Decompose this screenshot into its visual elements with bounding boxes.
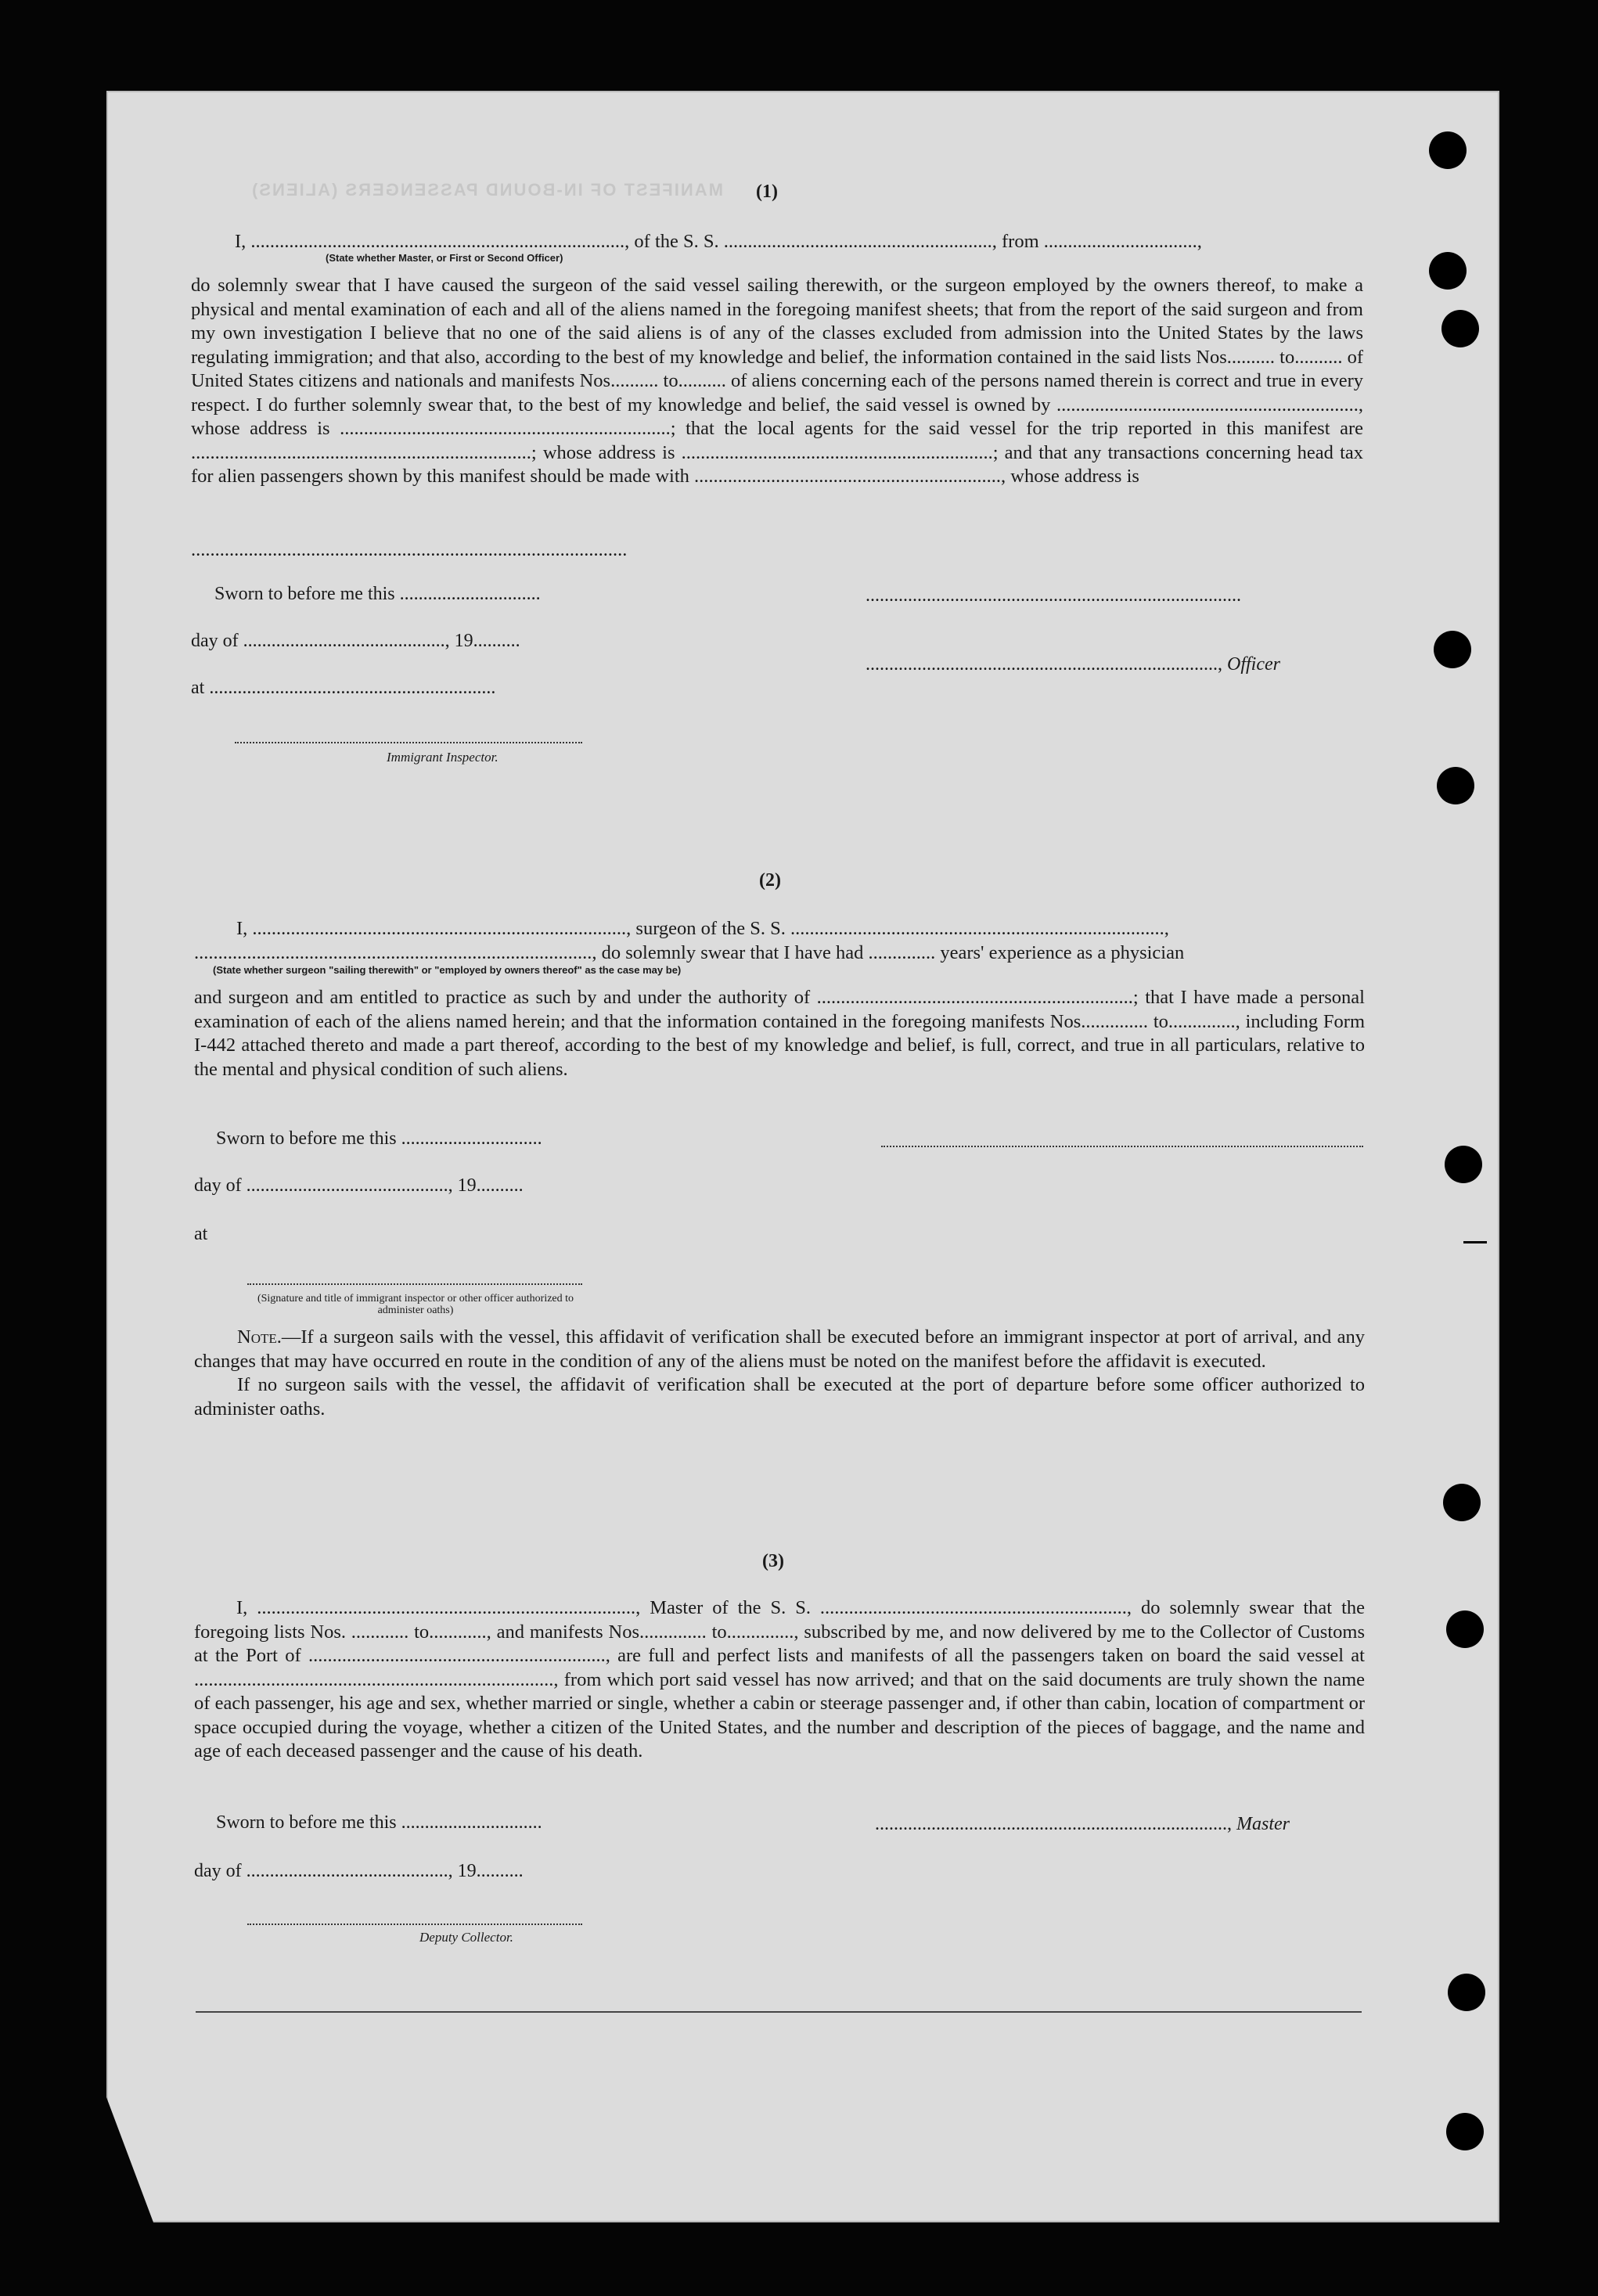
- note-label: Note.: [237, 1326, 282, 1348]
- section-1-first-line: I, .............................................................................., of the S. S. ........................................................, from ................................,: [235, 231, 1202, 252]
- punch-hole: [1429, 131, 1467, 169]
- punch-hole: [1434, 631, 1471, 668]
- section-2-signature-caption: (Signature and title of immigrant inspector or other officer authorized to administer oaths): [257, 1293, 574, 1316]
- section-1-trailing-line: ...........................................................................................: [191, 539, 628, 560]
- bleed-through-header: MANIFEST OF IN-BOUND PASSENGERS (ALIENS): [250, 180, 723, 200]
- bottom-rule: [196, 2011, 1362, 2013]
- section-2-sworn: Sworn to before me this ..............................: [216, 1128, 542, 1149]
- section-3-body: I, ..............................................................................., Master of the S. S. ................................................................, do solemnly swear that the foregoing lists Nos. ............ to............, and manifests Nos.............. to.............., subscribed by me, and now delivered by me to the Collector of Customs at the Port of .............................................................., are full and perfect lists and manifests of all the passengers taken on board the said vessel at ..........................................................................., from which port said vessel has now arrived; and that on the said documents are truly shown the name of each passenger, his age and sex, whether married or single, whether a cabin or steerage passenger and, if other than cabin, location of compartment or space occupied during the voyage, whether a citizen of the United States, and the number and description of the pieces of baggage, and the name and age of each deceased passenger and the cause of his death.: [194, 1597, 1365, 1762]
- section-3-master-text: ..........................................................................., Master: [875, 1814, 1290, 1834]
- section-2-first-line: I, .............................................................................., surgeon of the S. S. ..............................................................................,: [236, 918, 1169, 939]
- section-3-number: (3): [762, 1551, 784, 1571]
- punch-hole: [1441, 310, 1479, 347]
- punch-hole: [1446, 2113, 1484, 2150]
- punch-hole: [1448, 1974, 1485, 2011]
- punch-hole: [1443, 1484, 1481, 1521]
- section-1-day-of: day of ..........................................., 19..........: [191, 631, 520, 651]
- section-3-sworn: Sworn to before me this ..............................: [216, 1812, 542, 1833]
- page-corner-fold: [106, 2097, 153, 2222]
- punch-hole: [1429, 252, 1467, 290]
- section-2-officer-signature-line: [881, 1146, 1363, 1147]
- section-3-master-signature: [875, 1814, 1365, 1835]
- section-1-inspector-signature-line: [235, 742, 582, 743]
- section-1-officer-line: ................................................................................: [866, 585, 1241, 606]
- section-2-inspector-signature-line: [247, 1283, 582, 1285]
- edge-mark: [1463, 1241, 1487, 1243]
- section-2-note: [194, 1326, 1365, 1421]
- note-paragraph-1: —If a surgeon sails with the vessel, this affidavit of verification shall be executed before an immigrant inspector at port of arrival, and any changes that may have occurred en route in the condition of any of the aliens must be noted on the manifest before the affidavit is executed.: [194, 1326, 1365, 1372]
- section-3-collector-signature-line: [247, 1924, 582, 1925]
- punch-hole: [1437, 767, 1474, 804]
- section-1-sworn: Sworn to before me this ..............................: [214, 584, 541, 604]
- section-1-at: at .............................................................: [191, 678, 496, 698]
- punch-hole: [1446, 1610, 1484, 1648]
- section-3-collector-caption: Deputy Collector.: [419, 1930, 513, 1945]
- section-1-number: (1): [756, 182, 778, 202]
- section-1-inspector-caption: Immigrant Inspector.: [387, 750, 498, 765]
- section-2-second-line-caption: (State whether surgeon "sailing therewith" or "employed by owners thereof" as the case may be): [213, 964, 682, 976]
- section-1-officer-text: ..........................................................................., Officer: [866, 654, 1280, 675]
- section-2-at: at: [194, 1224, 208, 1244]
- section-1-body: do solemnly swear that I have caused the surgeon of the said vessel sailing therewith, or the surgeon employed by the owners thereof, to make a physical and mental examination of each and all of the aliens named in the foregoing manifest sheets; that from the report of the said surgeon and from my own investigation I believe that no one of the said aliens is of any of the classes excluded from admission into the United States by the laws regulating immigration; and that also, according to the best of my knowledge and belief, the information contained in the said lists Nos.......... to.......... of United States citizens and nationals and manifests Nos.......... to.......... of aliens concerning each of the persons named therein is correct and true in every respect. I do further solemnly swear that, to the best of my knowledge and belief, the said vessel is owned by ..............................................................., whose address is .....................................................................; that the local agents for the said vessel for the trip reported in this manifest are .......................................................................; whose address is .................................................................; and that any transactions concerning head tax for alien passengers shown by this manifest should be made with ................................................................, whose address is: [191, 275, 1363, 487]
- section-1-first-line-caption: (State whether Master, or First or Second Officer): [326, 252, 563, 264]
- section-1-officer-signature: [866, 654, 1363, 675]
- section-3-master-text-title: Master: [1236, 1814, 1290, 1834]
- section-2-day-of: day of ..........................................., 19..........: [194, 1175, 524, 1196]
- note-paragraph-2: If no surgeon sails with the vessel, the affidavit of verification shall be executed at the port of departure before some officer authorized to administer oaths.: [194, 1374, 1365, 1420]
- section-2-body: and surgeon and am entitled to practice as such by and under the authority of ..................................................................; that I have made a personal examination of each of the aliens named herein; and that the information contained in the foregoing manifests Nos.............. to.............., including Form I-442 attached thereto and made a part thereof, according to the best of my knowledge and belief, is full, correct, and true in all particulars, relative to the mental and physical condition of such aliens.: [194, 987, 1365, 1080]
- section-2-second-line: ..................................................................................., do solemnly swear that I have had .............. years' experience as a physician: [194, 942, 1185, 963]
- section-2-number: (2): [759, 870, 781, 891]
- section-3-day-of: day of ..........................................., 19..........: [194, 1861, 524, 1881]
- section-1-officer-text-title: Officer: [1227, 654, 1280, 675]
- punch-hole: [1445, 1146, 1482, 1183]
